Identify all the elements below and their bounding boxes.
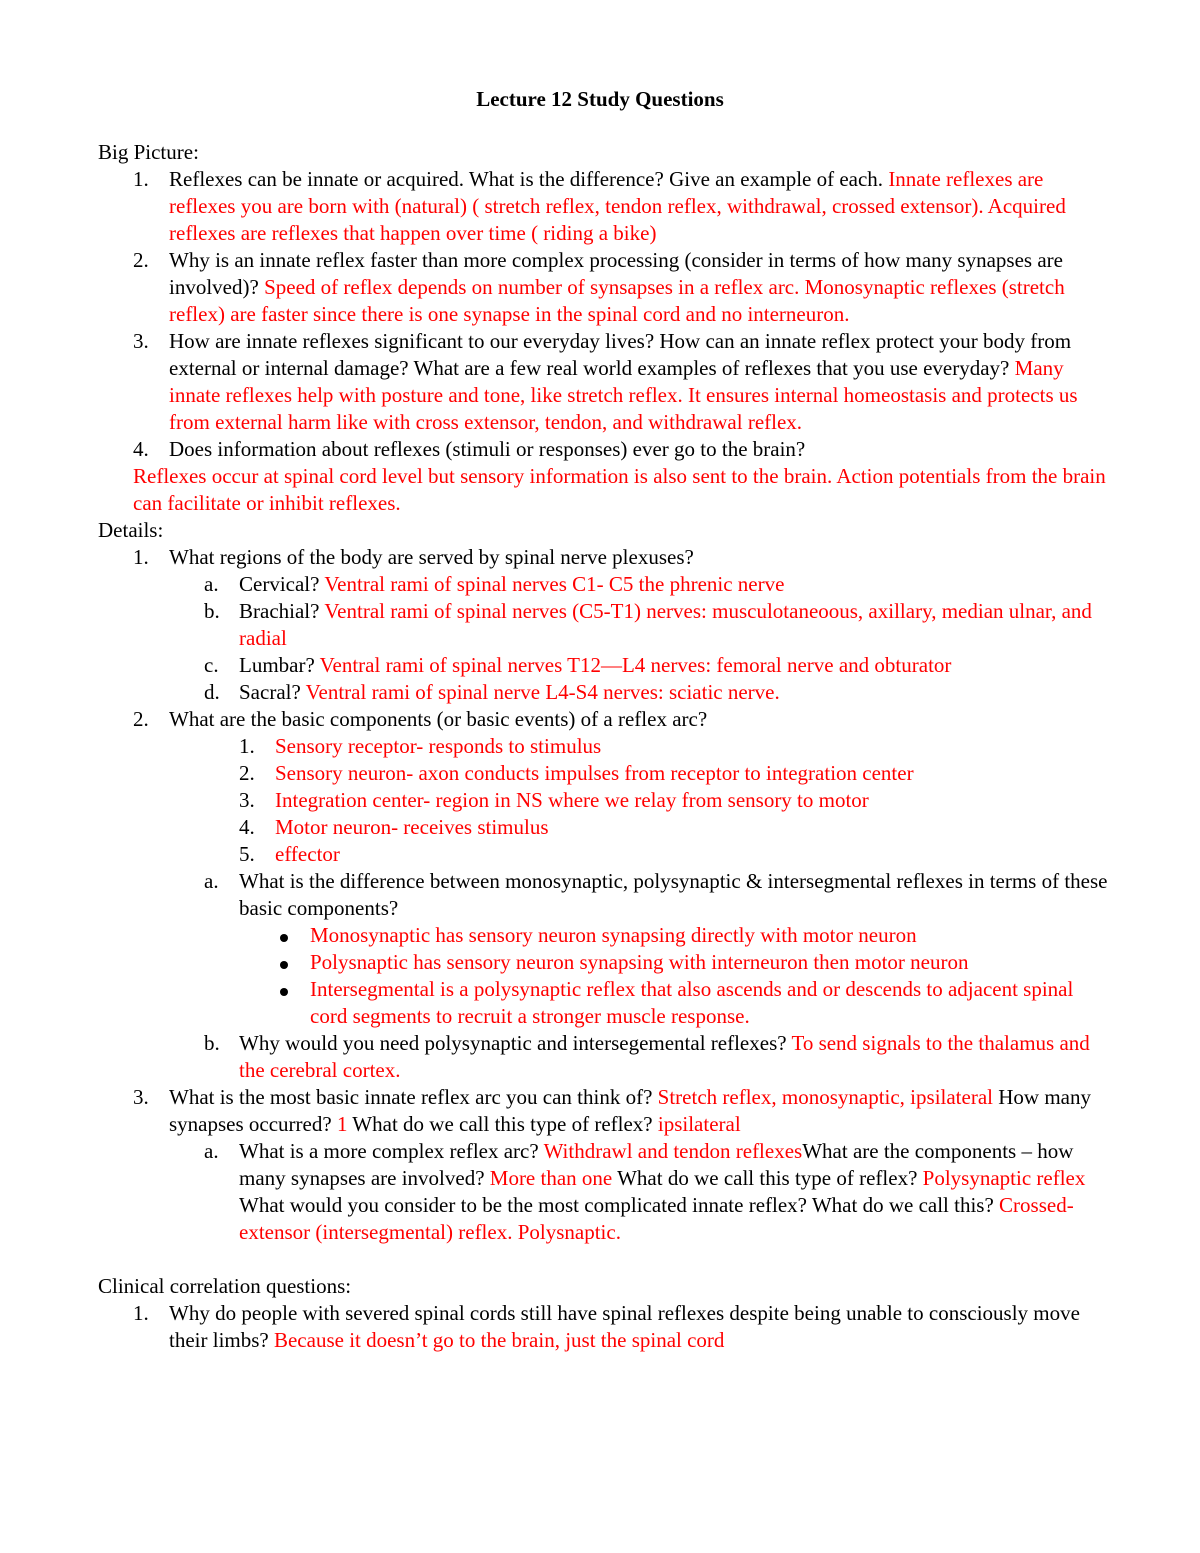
answer-text: Withdrawl and tendon reflexes (543, 1139, 803, 1163)
answer-text: Polysynaptic reflex (922, 1166, 1086, 1190)
sub-list-item (98, 652, 1108, 679)
bullet-marker (98, 922, 310, 949)
answer-text: To send signals to the thalamus and the cerebral cortex. (239, 1031, 1090, 1082)
question-text: Lumbar? (239, 653, 320, 677)
component-item (98, 841, 1108, 868)
bullet-dot-icon (280, 961, 288, 969)
question-text: How many synapses occurred? (169, 1085, 1091, 1136)
component-item (98, 814, 1108, 841)
question-text: What is the difference between monosynaptic, polysynaptic & intersegmental reflexes in terms of these basic components? (239, 869, 1108, 920)
bullet-item (98, 922, 1108, 949)
question-text: Does information about reflexes (stimuli or responses) ever go to the brain? (169, 437, 806, 461)
item-letter: a. (204, 869, 219, 893)
answer-text: Ventral rami of spinal nerve L4-S4 nerves: sciatic nerve. (305, 680, 780, 704)
item-number: 3. (239, 788, 255, 812)
component-item (98, 787, 1108, 814)
bullet-marker (98, 976, 310, 1030)
spacer (98, 1246, 1108, 1273)
sub-list-item (98, 868, 1108, 922)
question-answer (239, 652, 1108, 679)
item-letter: c. (204, 653, 219, 677)
item-number: 1. (133, 167, 149, 191)
document-body (98, 139, 1108, 1354)
answer-text: Reflexes occur at spinal cord level but sensory information is also sent to the brain. Action potentials from the brain can facilitate or inhibit reflexes. (133, 464, 1106, 515)
answer-text: Ventral rami of spinal nerves T12—L4 nerves: femoral nerve and obturator (319, 653, 952, 677)
answer-text: More than one (489, 1166, 613, 1190)
question-answer (169, 247, 1108, 328)
item-letter: a. (204, 572, 219, 596)
question-answer (169, 1300, 1108, 1354)
answer-text: Sensory neuron- axon conducts impulses from receptor to integration center (275, 761, 914, 785)
list-item (98, 328, 1108, 436)
item-number: 3. (133, 329, 149, 353)
bullet-marker (98, 949, 310, 976)
question-text: What would you consider to be the most complicated innate reflex? What do we call this? (239, 1193, 1000, 1217)
answer-text: Sensory receptor- responds to stimulus (275, 734, 602, 758)
answer-text: Polysnaptic has sensory neuron synapsing with interneuron then motor neuron (310, 950, 969, 974)
answer-text: 1 (336, 1112, 348, 1136)
question-text: Sacral? (239, 680, 306, 704)
answer-text: effector (275, 842, 340, 866)
question-text: What is a more complex reflex arc? (239, 1139, 544, 1163)
question-text: What do we call this type of reflex? (347, 1112, 658, 1136)
question-answer (239, 1138, 1108, 1246)
answer-text: Ventral rami of spinal nerves (C5-T1) nerves: musculotaneoous, axillary, median ulnar, and radial (239, 599, 1092, 650)
question-answer (169, 328, 1108, 436)
page-title: Lecture 12 Study Questions (476, 87, 724, 111)
item-number: 4. (133, 437, 149, 461)
answer-text: Innate reflexes are reflexes you are born with (natural) ( stretch reflex, tendon reflex, withdrawal, crossed extensor). Acquired reflexes are reflexes that happen over time ( riding a bike) (169, 167, 1066, 245)
question-answer (169, 1084, 1108, 1138)
answer-text: Ventral rami of spinal nerves C1- C5 the phrenic nerve (324, 572, 785, 596)
answer-text: Motor neuron- receives stimulus (275, 815, 549, 839)
question-answer (239, 679, 1108, 706)
item-letter: a. (204, 1139, 219, 1163)
question-text: What are the basic components (or basic events) of a reflex arc? (169, 707, 708, 731)
item-letter: b. (204, 599, 220, 623)
question-answer (239, 571, 1108, 598)
bullet-dot-icon (280, 988, 288, 996)
item-number: 2. (133, 707, 149, 731)
list-item (98, 706, 1108, 733)
component-item (98, 733, 1108, 760)
item-number: 1. (133, 545, 149, 569)
list-item (98, 247, 1108, 328)
question-text: What regions of the body are served by spinal nerve plexuses? (169, 545, 694, 569)
list-item (98, 436, 1108, 463)
item-number: 2. (239, 761, 255, 785)
list-item (98, 166, 1108, 247)
question-answer (239, 1030, 1108, 1084)
bullet-item (98, 949, 1108, 976)
question-answer (239, 598, 1108, 652)
sub-list-item (98, 1138, 1108, 1246)
answer-text: Stretch reflex, monosynaptic, ipsilateral (657, 1085, 993, 1109)
answer-text: Because it doesn’t go to the brain, just the spinal cord (273, 1328, 725, 1352)
bullet-dot-icon (280, 934, 288, 942)
question-text: What are the components – how many synapses are involved? (239, 1139, 1074, 1190)
question-text: What do we call this type of reflex? (612, 1166, 923, 1190)
question-text: What is the most basic innate reflex arc you can think of? (169, 1085, 658, 1109)
list-item (98, 1084, 1108, 1138)
question-text: How are innate reflexes significant to our everyday lives? How can an innate reflex protect your body from external or internal damage? What are a few real world examples of reflexes that you use everyday? (169, 329, 1072, 380)
item-number: 1. (133, 1301, 149, 1325)
answer-text: Monosynaptic has sensory neuron synapsing directly with motor neuron (310, 923, 917, 947)
item-number: 4. (239, 815, 255, 839)
component-item (98, 760, 1108, 787)
question-text: Why would you need polysynaptic and intersegemental reflexes? (239, 1031, 792, 1055)
question-text: Why is an innate reflex faster than more complex processing (consider in terms of how many synapses are involved)? (169, 248, 1063, 299)
question-text: Reflexes can be innate or acquired. What is the difference? Give an example of each. (169, 167, 889, 191)
question-text: Cervical? (239, 572, 325, 596)
answer-text: Speed of reflex depends on number of synsapses in a reflex arc. Monosynaptic reflexes (stretch reflex) are faster since there is one synapse in the spinal cord and no interneuron. (169, 275, 1065, 326)
bullet-item (98, 976, 1108, 1030)
answer-text: Crossed-extensor (intersegmental) reflex. Polysnaptic. (239, 1193, 1074, 1244)
item-number: 1. (239, 734, 255, 758)
section-heading-details: Details: (98, 518, 164, 542)
question-text: Why do people with severed spinal cords still have spinal reflexes despite being unable to consciously move their limbs? (169, 1301, 1080, 1352)
sub-list-item (98, 571, 1108, 598)
item-letter: b. (204, 1031, 220, 1055)
answer-text: Integration center- region in NS where we relay from sensory to motor (275, 788, 869, 812)
section-heading-big-picture: Big Picture: (98, 140, 199, 164)
question-answer (169, 166, 1108, 247)
item-number: 2. (133, 248, 149, 272)
list-item (98, 1300, 1108, 1354)
item-number: 5. (239, 842, 255, 866)
answer-text: ipsilateral (657, 1112, 741, 1136)
answer-text: Many innate reflexes help with posture and tone, like stretch reflex. It ensures internal homeostasis and protects us from external harm like with cross extensor, tendon, and withdrawal reflex. (169, 356, 1078, 434)
sub-list-item (98, 598, 1108, 652)
item-number: 3. (133, 1085, 149, 1109)
question-text: Brachial? (239, 599, 325, 623)
section-heading-clinical: Clinical correlation questions: (98, 1274, 352, 1298)
list-item (98, 544, 1108, 571)
item-letter: d. (204, 680, 220, 704)
sub-list-item (98, 1030, 1108, 1084)
sub-list-item (98, 679, 1108, 706)
answer-text: Intersegmental is a polysynaptic reflex that also ascends and or descends to adjacent spinal cord segments to recruit a stronger muscle response. (310, 977, 1074, 1028)
